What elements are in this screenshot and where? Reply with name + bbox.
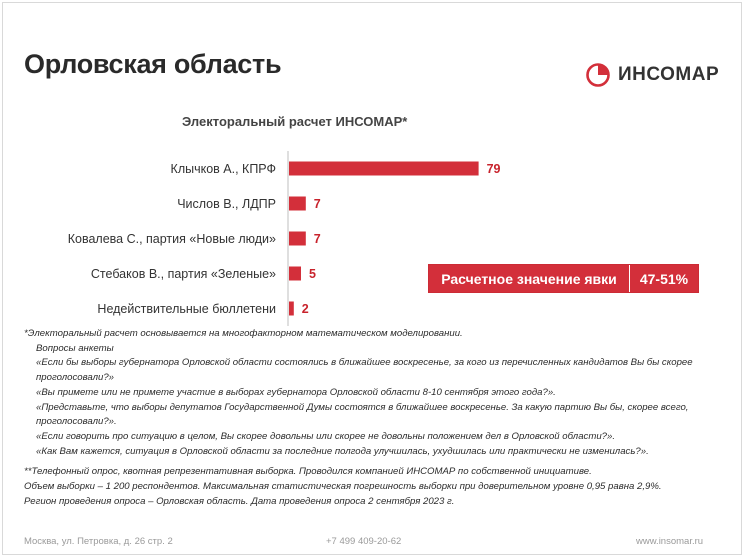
bar — [289, 267, 301, 281]
turnout-label: Расчетное значение явки — [429, 265, 630, 292]
bar — [289, 197, 306, 211]
footer-website: www.insomar.ru — [636, 536, 704, 547]
category-label: Ковалева С., партия «Новые люди» — [67, 232, 276, 246]
bar — [289, 232, 306, 246]
category-label: Клычков А., КПРФ — [170, 162, 276, 176]
page-title: Орловская область — [24, 49, 282, 79]
note-sample-size: Объем выборки – 1 200 респондентов. Максимальная статистическая погрешность выборки при доверительном уровне 0,95 равна 2,9%. — [24, 481, 662, 493]
question-5: «Как Вам кажется, ситуация в Орловской области за последние полгода улучшилась, ухудшилась или практически не изменилась?». — [36, 445, 649, 457]
note-methodology: *Электоральный расчет основывается на многофакторном математическом моделировании. — [24, 328, 463, 339]
turnout-box — [428, 264, 699, 293]
logo-text: ИНСОМАР — [618, 64, 720, 85]
category-label: Числов В., ЛДПР — [177, 197, 276, 211]
value-label: 5 — [309, 267, 316, 281]
value-label: 7 — [313, 232, 321, 246]
question-3: «Представьте, что выборы депутатов Государственной Думы состоятся в ближайшее воскресенье. За какую партию Вы бы, скорее всего, проголосовали?». — [36, 401, 689, 428]
notes-block — [24, 327, 724, 509]
footer-address: Москва, ул. Петровка, д. 26 стр. 2 — [24, 536, 173, 547]
footer-phone: +7 499 409-20-62 — [326, 536, 402, 547]
value-label: 79 — [486, 162, 501, 176]
note-region-date: Регион проведения опроса – Орловская область. Дата проведения опроса 2 сентября 2023 г. — [24, 495, 455, 507]
value-label: 2 — [301, 302, 309, 316]
question-2: «Вы примете или не примете участие в выборах губернатора Орловской области 8-10 сентября этого года?». — [36, 386, 556, 398]
turnout-value: 47-51% — [630, 265, 698, 292]
question-1: «Если бы выборы губернатора Орловской области состоялись в ближайшее воскресенье, за кого из перечисленных кандидатов Вы бы скорее проголосовали?» — [36, 357, 693, 384]
bar — [289, 162, 479, 176]
question-4: «Если говорить про ситуацию в целом, Вы скорее довольны или скорее не довольны положением дел в Орловской области?». — [36, 430, 616, 442]
category-label: Стебаков В., партия «Зеленые» — [90, 267, 276, 281]
questions-header: Вопросы анкеты — [36, 342, 114, 354]
value-label: 7 — [313, 197, 321, 211]
bar — [289, 302, 294, 316]
chart-title: Электоральный расчет ИНСОМАР* — [182, 114, 408, 129]
category-label: Недействительные бюллетени — [97, 302, 276, 316]
note-survey-type: **Телефонный опрос, квотная репрезентативная выборка. Проводился компанией ИНСОМАР по собственной инициативе. — [24, 466, 592, 478]
